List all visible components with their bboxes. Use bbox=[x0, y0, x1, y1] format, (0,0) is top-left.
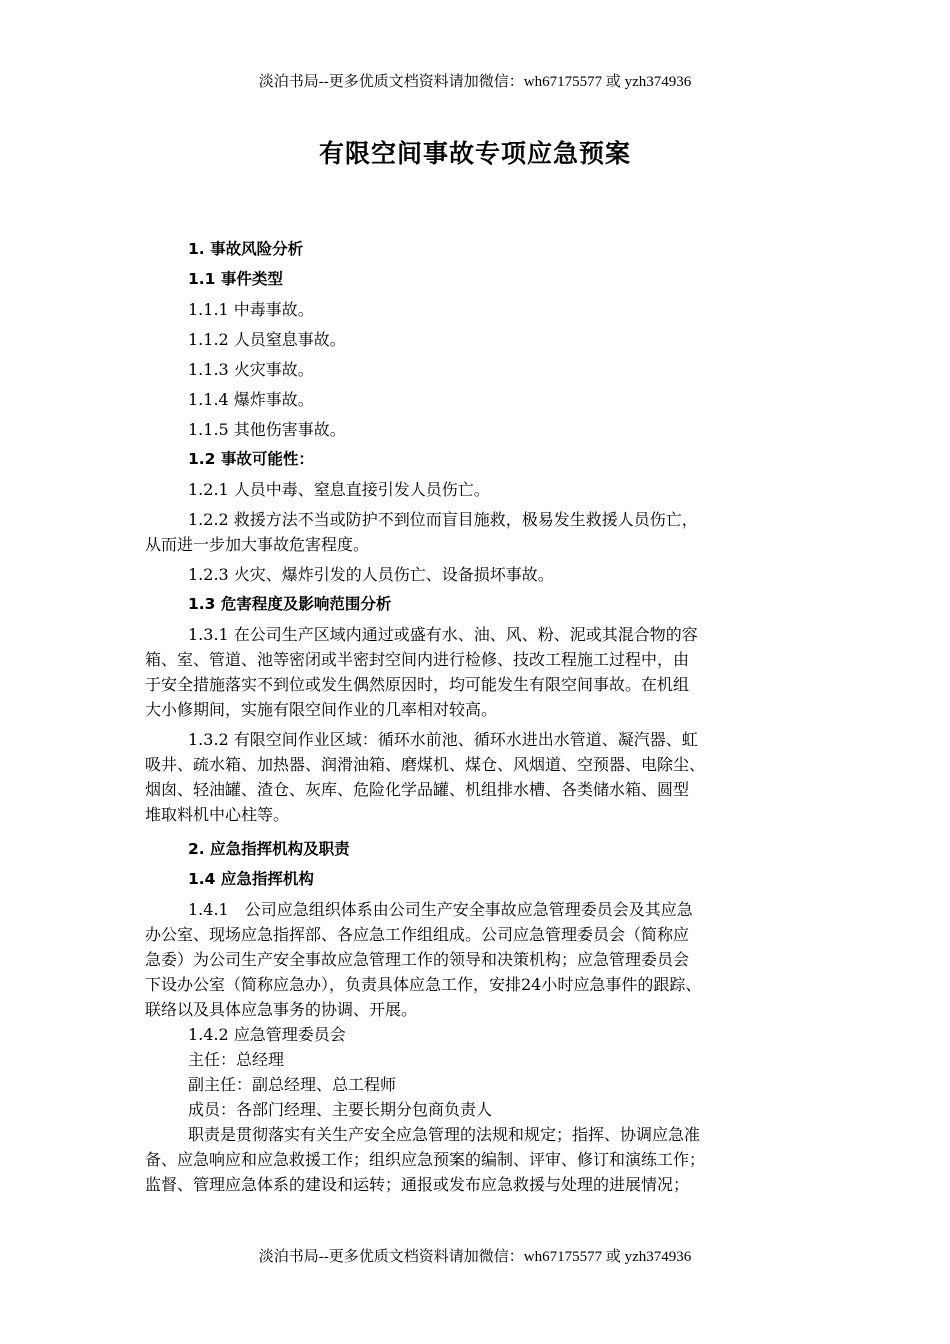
committee-deputy: 副主任：副总经理、总工程师 bbox=[188, 1075, 397, 1094]
section-heading-1: 1. 事故风险分析 bbox=[188, 240, 304, 258]
page-footer: 淡泊书局--更多优质文档资料请加微信：wh67175577 或 yzh374936 bbox=[258, 1249, 692, 1265]
subsection-heading-1-3: 1.3 危害程度及影响范围分析 bbox=[188, 595, 392, 613]
paragraph-line: 1.2.2 救援方法不当或防护不到位而盲目施救，极易发生救援人员伤亡， bbox=[188, 510, 698, 529]
paragraph-line: 下设办公室（简称应急办），负责具体应急工作，安排24小时应急事件的跟踪、 bbox=[145, 975, 702, 994]
paragraph-1-2-2 bbox=[145, 507, 825, 557]
committee-director: 主任：总经理 bbox=[188, 1050, 285, 1069]
section-heading-2: 2. 应急指挥机构及职责 bbox=[188, 840, 350, 858]
list-item: 1.1.5 其他伤害事故。 bbox=[188, 420, 346, 439]
page-header: 淡泊书局--更多优质文档资料请加微信：wh67175577 或 yzh374936 bbox=[258, 74, 692, 90]
paragraph-line: 办公室、现场应急指挥部、各应急工作组组成。公司应急管理委员会（简称应 bbox=[145, 925, 690, 944]
paragraph-line: 1.3.2 有限空间作业区域：循环水前池、循环水进出水管道、凝汽器、虹 bbox=[188, 730, 698, 749]
paragraph-line: 大小修期间，实施有限空间作业的几率相对较高。 bbox=[145, 700, 498, 719]
subsection-heading-1-2: 1.2 事故可能性： bbox=[188, 450, 314, 468]
paragraph-line: 箱、室、管道、池等密闭或半密封空间内进行检修、技改工程施工过程中，由 bbox=[145, 650, 690, 669]
paragraph-line: 1.3.1 在公司生产区域内通过或盛有水、油、风、粉、泥或其混合物的容 bbox=[188, 625, 698, 644]
subsection-heading-1-4: 1.4 应急指挥机构 bbox=[188, 870, 314, 888]
paragraph-line: 联络以及具体应急事务的协调、开展。 bbox=[145, 1000, 418, 1019]
paragraph-1-4-1 bbox=[145, 897, 825, 1022]
list-item: 1.1.2 人员窒息事故。 bbox=[188, 330, 346, 349]
committee-members: 成员：各部门经理、主要长期分包商负责人 bbox=[188, 1100, 493, 1119]
paragraph-line: 职责是贯彻落实有关生产安全应急管理的法规和规定；指挥、协调应急准 bbox=[188, 1125, 701, 1144]
paragraph-1-2-3: 1.2.3 火灾、爆炸引发的人员伤亡、设备损坏事故。 bbox=[188, 565, 554, 584]
paragraph-line: 急委）为公司生产安全事故应急管理工作的领导和决策机构；应急管理委员会 bbox=[145, 950, 690, 969]
paragraph-1-2-1: 1.2.1 人员中毒、窒息直接引发人员伤亡。 bbox=[188, 480, 490, 499]
paragraph-line: 监督、管理应急体系的建设和运转；通报或发布应急救援与处理的进展情况； bbox=[145, 1175, 690, 1194]
committee-duties bbox=[145, 1122, 825, 1197]
paragraph-1-4-2: 1.4.2 应急管理委员会 bbox=[188, 1025, 346, 1044]
list-item: 1.1.1 中毒事故。 bbox=[188, 300, 314, 319]
paragraph-line: 于安全措施落实不到位或发生偶然原因时，均可能发生有限空间事故。在机组 bbox=[145, 675, 690, 694]
paragraph-line: 1.4.1 公司应急组织体系由公司生产安全事故应急管理委员会及其应急 bbox=[188, 900, 693, 919]
list-item: 1.1.3 火灾事故。 bbox=[188, 360, 314, 379]
paragraph-line: 烟囱、轻油罐、渣仓、灰库、危险化学品罐、机组排水槽、各类储水箱、圆型 bbox=[145, 780, 690, 799]
paragraph-line: 吸井、疏水箱、加热器、润滑油箱、磨煤机、煤仓、风烟道、空预器、电除尘、 bbox=[145, 755, 706, 774]
document-body bbox=[145, 237, 825, 1197]
subsection-heading-1-1: 1.1 事件类型 bbox=[188, 270, 283, 288]
document-title: 有限空间事故专项应急预案 bbox=[318, 139, 631, 168]
list-item: 1.1.4 爆炸事故。 bbox=[188, 390, 314, 409]
paragraph-line: 从而进一步加大事故危害程度。 bbox=[145, 535, 370, 554]
paragraph-1-3-2 bbox=[145, 727, 825, 827]
paragraph-1-3-1 bbox=[145, 622, 825, 722]
paragraph-line: 堆取料机中心柱等。 bbox=[145, 805, 290, 824]
paragraph-line: 备、应急响应和应急救援工作；组织应急预案的编制、评审、修订和演练工作； bbox=[145, 1150, 706, 1169]
